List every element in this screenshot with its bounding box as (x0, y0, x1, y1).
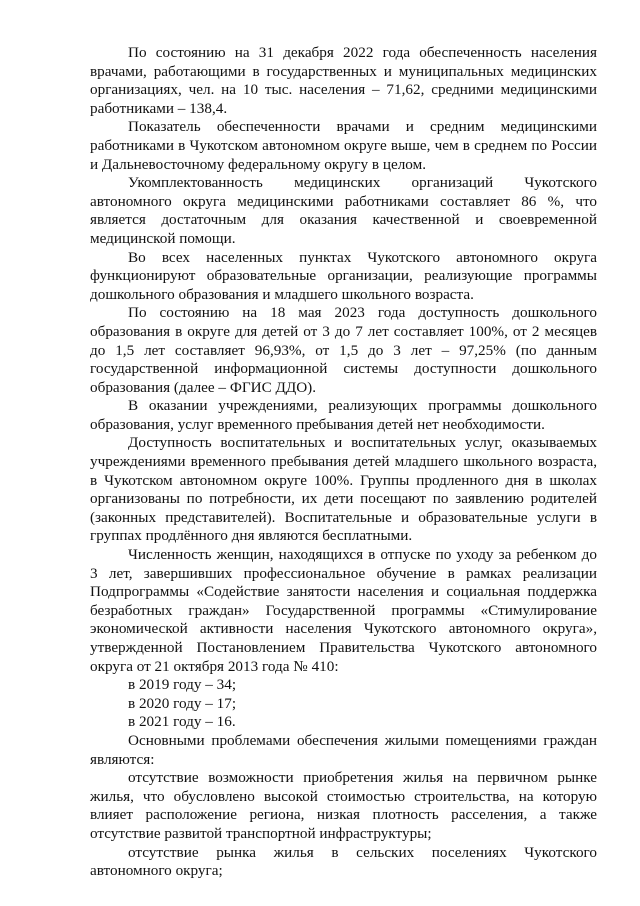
list-item-2021: в 2021 году – 16. (128, 713, 236, 731)
list-item-2020: в 2020 году – 17; (128, 694, 237, 712)
paragraph-after-school-groups: Доступность воспитательных и воспитательных услуг, оказываемых учреждениями временного пребывания детей младшего школьного возраста, в Чукотском автономном округе 100%. Группы продленного дня в школах организованы по потребности, их дети посещают по заявлению родителей (законных представителей). Воспитательные и образовательные услуги в группах продлённого дня являются бесплатными. (90, 434, 597, 545)
paragraph-staffing: Укомплектованность медицинских организаций Чукотского автономного округа медицинскими работниками составляет 86 %, что является достаточным для оказания качественной и своевременной медицинской помощи. (90, 174, 597, 247)
paragraph-women-training: Численность женщин, находящихся в отпуске по уходу за ребенком до 3 лет, завершивших профессиональное обучение в рамках реализации Подпрограммы «Содействие занятости населения и социальная поддержка безработных граждан» Государственной программы «Стимулирование экономической активности населения Чукотского автономного округа», утвержденной Постановлением Правительства Чукотского автономного округа от 21 октября 2013 года № 410: (90, 546, 597, 675)
paragraph-housing-primary-market: отсутствие возможности приобретения жилья на первичном рынке жилья, что обусловлено высокой стоимостью строительства, на которую влияет расположение региона, низкая плотность расселения, а также отсутствие развитой транспортной инфраструктуры; (90, 769, 597, 842)
paragraph-housing-rural: отсутствие рынка жилья в сельских поселениях Чукотского автономного округа; (90, 843, 597, 880)
paragraph-education-orgs: Во всех населенных пунктах Чукотского автономного округа функционируют образовательные организации, реализующие программы дошкольного образования и младшего школьного возраста. (90, 248, 597, 303)
paragraph-temporary-stay: В оказании учреждениями, реализующих программы дошкольного образования, услуг временного пребывания детей нет необходимости. (90, 397, 597, 433)
paragraph-housing-problems: Основными проблемами обеспечения жилыми помещениями граждан являются: (90, 731, 597, 768)
list-item-2019: в 2019 году – 34; (128, 676, 237, 694)
paragraph-doctors-ratio: По состоянию на 31 декабря 2022 года обеспеченность населения врачами, работающими в государственных и муниципальных медицинских организациях, чел. на 10 тыс. населения – 71,62, средними медицинскими работниками – 138,4. (90, 44, 597, 117)
paragraph-ratio-comparison: Показатель обеспеченности врачами и средним медицинскими работниками в Чукотском автономном округе выше, чем в среднем по России и Дальневосточному федеральному округу в целом. (90, 118, 597, 173)
document-page (90, 44, 597, 881)
paragraph-preschool-access: По состоянию на 18 мая 2023 года доступность дошкольного образования в округе для детей от 3 до 7 лет составляет 100%, от 2 месяцев до 1,5 лет составляет 96,93%, от 1,5 до 3 лет – 97,25% (по данным государственной информационной системы доступности дошкольного образования (далее – ФГИС ДДО). (90, 304, 597, 396)
